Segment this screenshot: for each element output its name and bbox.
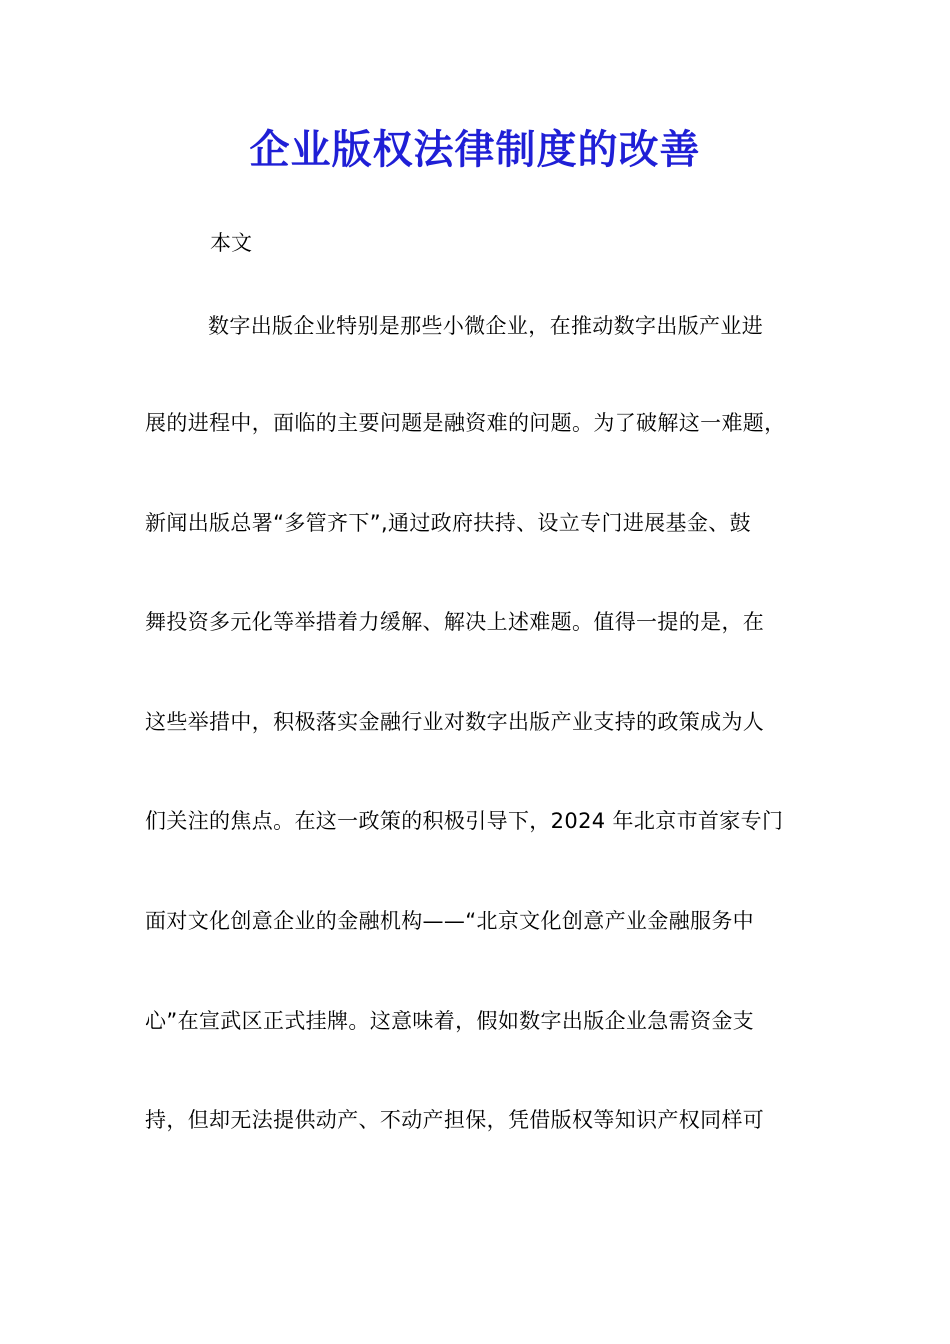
body-line: 们关注的焦点。在这一政策的积极引导下，2024 年北京市首家专门 xyxy=(145,809,784,833)
body-line: 心”在宣武区正式挂牌。这意味着，假如数字出版企业急需资金支 xyxy=(145,1009,755,1033)
body-line: 持，但却无法提供动产、不动产担保，凭借版权等知识产权同样可 xyxy=(145,1108,765,1132)
body-line: 这些举措中，积极落实金融行业对数字出版产业支持的政策成为人 xyxy=(145,710,765,734)
body-line: 数字出版企业特别是那些小微企业，在推动数字出版产业进 xyxy=(208,314,764,338)
body-line: 舞投资多元化等举措着力缓解、解决上述难题。值得一提的是，在 xyxy=(145,610,765,634)
body-line: 展的进程中，面临的主要问题是融资难的问题。为了破解这一难题， xyxy=(145,411,786,435)
body-line: 面对文化创意企业的金融机构——“北京文化创意产业金融服务中 xyxy=(145,909,755,933)
section-label: 本文 xyxy=(210,231,252,255)
document-title: 企业版权法律制度的改善 xyxy=(249,126,701,173)
body-line: 新闻出版总署“多管齐下”,通过政府扶持、设立专门进展基金、鼓 xyxy=(145,511,751,535)
